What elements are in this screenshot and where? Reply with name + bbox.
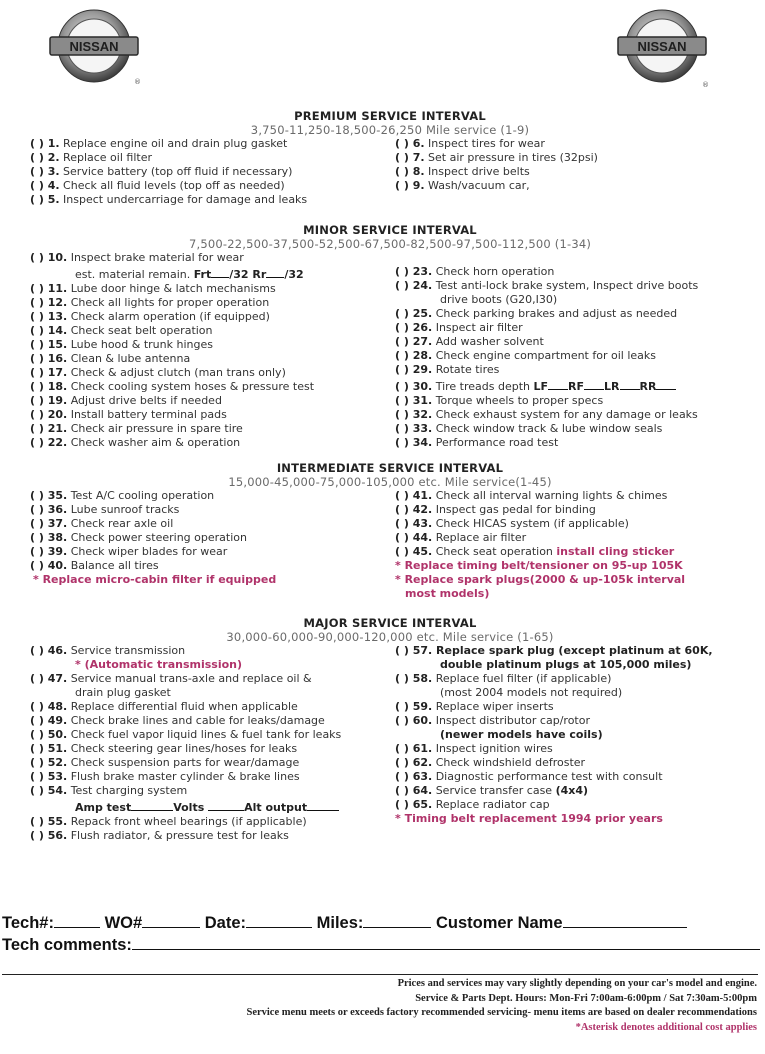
work-order-fields <box>2 914 687 933</box>
checklist-item[interactable]: ( ) 36. Lube sunroof tracks <box>30 503 180 516</box>
checklist-item[interactable]: ( ) 8. Inspect drive belts <box>395 165 530 178</box>
checklist-item[interactable]: ( ) 47. Service manual trans-axle and replace oil & <box>30 672 312 685</box>
tech-comments-field[interactable] <box>132 937 760 950</box>
checklist-item[interactable]: ( ) 20. Install battery terminal pads <box>30 408 227 421</box>
major-section <box>30 616 750 842</box>
premium-section <box>30 109 750 206</box>
checklist-item[interactable]: ( ) 51. Check steering gear lines/hoses for leaks <box>30 742 298 755</box>
checklist-item[interactable]: ( ) 53. Flush brake master cylinder & brake lines <box>30 770 300 783</box>
section-subtitle: 15,000-45,000-75,000-105,000 etc. Mile service(1-45) <box>228 475 552 489</box>
logo-text: NISSAN <box>69 39 119 54</box>
checklist-item[interactable]: ( ) 16. Clean & lube antenna <box>30 352 191 365</box>
additional-cost-note: * Timing belt replacement 1994 prior years <box>395 812 663 825</box>
date-field[interactable] <box>246 915 312 928</box>
additional-cost-note: * Replace micro-cabin filter if equipped <box>33 573 277 586</box>
checklist-item[interactable]: ( ) 61. Inspect ignition wires <box>395 742 553 755</box>
checklist-item[interactable]: ( ) 5. Inspect undercarriage for damage and leaks <box>30 193 308 206</box>
checklist-item[interactable]: ( ) 43. Check HICAS system (if applicable) <box>395 517 629 530</box>
checklist-item[interactable]: ( ) 42. Inspect gas pedal for binding <box>395 503 596 516</box>
checklist-item-continued: drain plug gasket <box>75 686 171 699</box>
checklist-item[interactable]: ( ) 48. Replace differential fluid when applicable <box>30 700 298 713</box>
section-subtitle: 7,500-22,500-37,500-52,500-67,500-82,500-97,500-112,500 (1-34) <box>188 237 592 251</box>
additional-cost-note: * Replace spark plugs(2000 & up-105k interval <box>395 573 686 586</box>
miles-field[interactable] <box>363 915 431 928</box>
asterisk-note: *Asterisk denotes additional cost applies <box>575 1021 757 1033</box>
intermediate-section <box>30 461 750 600</box>
customer-name-field[interactable] <box>563 915 687 928</box>
checklist-item[interactable]: ( ) 60. Inspect distributor cap/rotor <box>395 714 590 727</box>
minor-section <box>30 223 750 449</box>
date-label: Date: <box>204 914 247 932</box>
section-title: MAJOR SERVICE INTERVAL <box>303 616 477 630</box>
tire-tread-depth-item[interactable]: ( ) 30. Tire treads depth LF RF LR RR <box>395 377 755 394</box>
section-subtitle: 30,000-60,000-90,000-120,000 etc. Mile service (1-65) <box>226 630 554 644</box>
customer-name-label: Customer Name <box>435 914 563 932</box>
checklist-item[interactable]: ( ) 59. Replace wiper inserts <box>395 700 554 713</box>
registered-mark: ® <box>702 81 709 89</box>
checklist-item[interactable]: ( ) 45. Check seat operation install cling sticker <box>395 545 675 558</box>
checklist-item[interactable]: ( ) 35. Test A/C cooling operation <box>30 489 215 502</box>
checklist-item[interactable]: ( ) 62. Check windshield defroster <box>395 756 586 769</box>
checklist-item[interactable]: ( ) 46. Service transmission <box>30 644 186 657</box>
checklist-item[interactable]: ( ) 63. Diagnostic performance test with consult <box>395 770 663 783</box>
miles-label: Miles: <box>316 914 364 932</box>
checklist-item[interactable]: ( ) 17. Check & adjust clutch (man trans only) <box>30 366 286 379</box>
checklist-item[interactable]: ( ) 65. Replace radiator cap <box>395 798 550 811</box>
checklist-item[interactable]: ( ) 10. Inspect brake material for wear <box>30 251 244 264</box>
nissan-logo-emblem <box>46 6 142 86</box>
checklist-item[interactable]: ( ) 9. Wash/vacuum car, <box>395 179 530 192</box>
disclaimer-line: Prices and services may vary slightly depending on your car's model and engine. <box>397 978 757 989</box>
checklist-item[interactable]: ( ) 14. Check seat belt operation <box>30 324 213 337</box>
wo-label: WO# <box>104 914 143 932</box>
checklist-item[interactable]: ( ) 13. Check alarm operation (if equipped) <box>30 310 270 323</box>
checklist-item[interactable]: ( ) 39. Check wiper blades for wear <box>30 545 228 558</box>
disclaimer <box>246 977 757 1035</box>
logo-text: NISSAN <box>637 39 687 54</box>
checklist-item[interactable]: ( ) 54. Test charging system <box>30 784 188 797</box>
checklist-item[interactable]: ( ) 25. Check parking brakes and adjust as needed <box>395 307 678 320</box>
checklist-item[interactable]: ( ) 1. Replace engine oil and drain plug gasket <box>30 137 288 150</box>
section-title: PREMIUM SERVICE INTERVAL <box>294 109 486 123</box>
checklist-item-continued: double platinum plugs at 105,000 miles) <box>440 658 692 671</box>
checklist-item[interactable]: ( ) 28. Check engine compartment for oil leaks <box>395 349 656 362</box>
checklist-item[interactable]: ( ) 22. Check washer aim & operation <box>30 436 241 449</box>
checklist-item[interactable]: ( ) 27. Add washer solvent <box>395 335 544 348</box>
checklist-item[interactable]: ( ) 44. Replace air filter <box>395 531 527 544</box>
checklist-item[interactable]: ( ) 7. Set air pressure in tires (32psi) <box>395 151 598 164</box>
checklist-item[interactable]: ( ) 23. Check horn operation <box>395 265 555 278</box>
nissan-logo-left <box>46 6 142 86</box>
disclaimer-line: Service menu meets or exceeds factory recommended servicing- menu items are based on dealer recommendations <box>246 1007 757 1018</box>
brake-material-remain[interactable]: est. material remain. Frt /32 Rr /32 <box>30 265 390 282</box>
checklist-item[interactable]: ( ) 56. Flush radiator, & pressure test for leaks <box>30 829 289 842</box>
section-title: INTERMEDIATE SERVICE INTERVAL <box>276 461 504 475</box>
wo-field[interactable] <box>142 915 200 928</box>
checklist-item[interactable]: ( ) 12. Check all lights for proper operation <box>30 296 270 309</box>
charging-test-fields[interactable]: Amp test Volts Alt output <box>30 798 390 815</box>
section-subtitle: 3,750-11,250-18,500-26,250 Mile service (1-9) <box>250 123 530 137</box>
tech-number-label: Tech#: <box>2 914 54 932</box>
checklist-item[interactable]: ( ) 40. Balance all tires <box>30 559 159 572</box>
additional-cost-note: * Replace timing belt/tensioner on 95-up 105K <box>395 559 683 572</box>
checklist-item[interactable]: ( ) 21. Check air pressure in spare tire <box>30 422 243 435</box>
checklist-item[interactable]: ( ) 6. Inspect tires for wear <box>395 137 545 150</box>
checklist-item[interactable]: ( ) 3. Service battery (top off fluid if necessary) <box>30 165 293 178</box>
checklist-item[interactable]: ( ) 31. Torque wheels to proper specs <box>395 394 604 407</box>
nissan-logo-right <box>614 6 710 89</box>
checklist-item[interactable]: ( ) 15. Lube hood & trunk hinges <box>30 338 213 351</box>
checklist-item[interactable]: ( ) 2. Replace oil filter <box>30 151 152 164</box>
section-title: MINOR SERVICE INTERVAL <box>303 223 477 237</box>
checklist-item[interactable]: ( ) 24. Test anti-lock brake system, Inspect drive boots <box>395 279 699 292</box>
checklist-item[interactable]: ( ) 32. Check exhaust system for any damage or leaks <box>395 408 698 421</box>
checklist-item[interactable]: ( ) 55. Repack front wheel bearings (if applicable) <box>30 815 307 828</box>
checklist-item[interactable]: ( ) 34. Performance road test <box>395 436 559 449</box>
tech-comments-label: Tech comments: <box>2 936 132 954</box>
additional-cost-note: * (Automatic transmission) <box>75 658 243 671</box>
checklist-item[interactable]: ( ) 4. Check all fluid levels (top off as needed) <box>30 179 285 192</box>
checklist-item[interactable]: ( ) 19. Adjust drive belts if needed <box>30 394 222 407</box>
checklist-item[interactable]: ( ) 11. Lube door hinge & latch mechanisms <box>30 282 276 295</box>
checklist-item[interactable]: ( ) 18. Check cooling system hoses & pressure test <box>30 380 315 393</box>
checklist-item[interactable]: ( ) 41. Check all interval warning lights & chimes <box>395 489 668 502</box>
tech-number-field[interactable] <box>54 915 100 928</box>
registered-mark: ® <box>134 78 141 86</box>
checklist-item[interactable]: ( ) 49. Check brake lines and cable for leaks/damage <box>30 714 325 727</box>
checklist-item[interactable]: ( ) 33. Check window track & lube window seals <box>395 422 663 435</box>
checklist-item[interactable]: ( ) 38. Check power steering operation <box>30 531 247 544</box>
checklist-item[interactable]: ( ) 29. Rotate tires <box>395 363 500 376</box>
checklist-item[interactable]: ( ) 57. Replace spark plug (except platinum at 60K, <box>395 644 713 657</box>
checklist-item-continued: (newer models have coils) <box>440 728 603 741</box>
checklist-item[interactable]: ( ) 37. Check rear axle oil <box>30 517 174 530</box>
checklist-item[interactable]: ( ) 26. Inspect air filter <box>395 321 523 334</box>
checklist-item[interactable]: ( ) 58. Replace fuel filter (if applicable) <box>395 672 612 685</box>
checklist-item-continued: drive boots (G20,I30) <box>440 293 558 306</box>
checklist-item[interactable]: ( ) 50. Check fuel vapor liquid lines & fuel tank for leaks <box>30 728 342 741</box>
tech-comments-row <box>2 936 760 955</box>
additional-cost-note: most models) <box>405 587 490 600</box>
nissan-logo-emblem <box>614 6 710 86</box>
divider <box>2 974 758 975</box>
checklist-item-continued: (most 2004 models not required) <box>440 686 623 699</box>
disclaimer-line: Service & Parts Dept. Hours: Mon-Fri 7:00am-6:00pm / Sat 7:30am-5:00pm <box>415 992 757 1004</box>
checklist-item[interactable]: ( ) 64. Service transfer case (4x4) <box>395 784 589 797</box>
checklist-item[interactable]: ( ) 52. Check suspension parts for wear/damage <box>30 756 300 769</box>
